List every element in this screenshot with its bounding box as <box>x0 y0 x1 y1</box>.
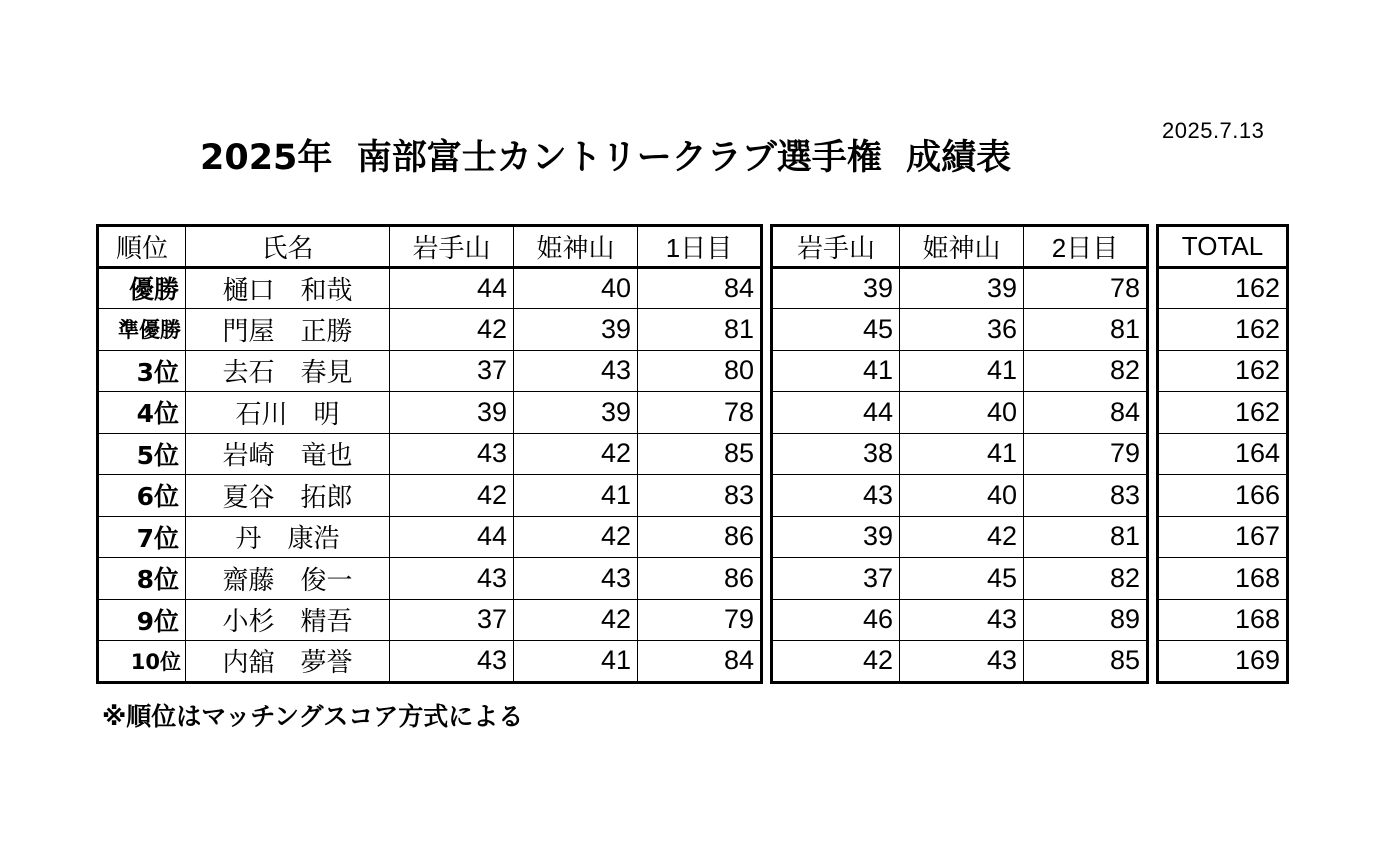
day1-himekamiyama-score: 43 <box>514 558 638 600</box>
day2-iwateyama-score: 37 <box>772 558 900 600</box>
day2-himekamiyama-score: 39 <box>900 267 1024 309</box>
table-row <box>98 641 762 683</box>
day2-total-score: 81 <box>1024 516 1148 558</box>
day2-iwateyama-score: 39 <box>772 267 900 309</box>
page-title: 2025年 南部富士カントリークラブ選手権 成績表 <box>200 138 1012 178</box>
day2-himekamiyama-score: 40 <box>900 475 1024 517</box>
day2-total-score: 82 <box>1024 350 1148 392</box>
player-name-cell: 夏谷 拓郎 <box>186 475 390 517</box>
day1-himekamiyama-score: 41 <box>514 641 638 683</box>
table-row <box>98 558 762 600</box>
day1-total-score: 84 <box>638 267 762 309</box>
day1-iwateyama-score: 42 <box>390 309 514 351</box>
day1-iwateyama-score: 37 <box>390 350 514 392</box>
day1-iwateyama-score: 43 <box>390 641 514 683</box>
day2-himekamiyama-score: 41 <box>900 433 1024 475</box>
grand-total-table <box>1156 224 1289 684</box>
day2-total-score: 78 <box>1024 267 1148 309</box>
day1-iwateyama-score: 43 <box>390 558 514 600</box>
table-row <box>98 475 762 517</box>
day2-total-score: 82 <box>1024 558 1148 600</box>
day2-himekamiyama-score: 43 <box>900 641 1024 683</box>
table-row <box>1158 641 1288 683</box>
table-row <box>1158 309 1288 351</box>
day2-iwateyama-score: 44 <box>772 392 900 434</box>
day2-iwateyama-score: 42 <box>772 641 900 683</box>
day1-iwateyama-score: 43 <box>390 433 514 475</box>
header-row <box>1158 226 1288 268</box>
table-row <box>98 599 762 641</box>
grand-total-score: 167 <box>1158 516 1288 558</box>
rank-cell: 8位 <box>98 558 186 600</box>
day2-score-table <box>770 224 1149 684</box>
day2-himekamiyama-score: 43 <box>900 599 1024 641</box>
day2-total-header: 2日目 <box>1024 226 1148 268</box>
day2-total-score: 83 <box>1024 475 1148 517</box>
day1-total-score: 80 <box>638 350 762 392</box>
ranking-note: ※順位はマッチングスコア方式による <box>102 702 524 731</box>
day2-himekamiyama-header: 姫神山 <box>900 226 1024 268</box>
day2-himekamiyama-score: 45 <box>900 558 1024 600</box>
table-row <box>1158 599 1288 641</box>
table-row <box>772 309 1148 351</box>
table-row <box>772 392 1148 434</box>
player-name-cell: 門屋 正勝 <box>186 309 390 351</box>
day2-himekamiyama-score: 41 <box>900 350 1024 392</box>
day1-himekamiyama-score: 41 <box>514 475 638 517</box>
day1-iwateyama-header: 岩手山 <box>390 226 514 268</box>
day1-total-score: 83 <box>638 475 762 517</box>
table-row <box>1158 350 1288 392</box>
table-row <box>98 392 762 434</box>
rank-cell: 6位 <box>98 475 186 517</box>
day1-himekamiyama-score: 42 <box>514 516 638 558</box>
total-header: TOTAL <box>1158 226 1288 268</box>
grand-total-score: 162 <box>1158 309 1288 351</box>
table-row <box>772 433 1148 475</box>
day1-himekamiyama-score: 42 <box>514 433 638 475</box>
day1-total-score: 81 <box>638 309 762 351</box>
player-name-cell: 石川 明 <box>186 392 390 434</box>
day2-iwateyama-score: 41 <box>772 350 900 392</box>
table-row <box>772 475 1148 517</box>
day1-iwateyama-score: 44 <box>390 267 514 309</box>
day1-iwateyama-score: 39 <box>390 392 514 434</box>
rank-cell: 9位 <box>98 599 186 641</box>
rank-cell: 3位 <box>98 350 186 392</box>
day2-total-score: 89 <box>1024 599 1148 641</box>
day2-iwateyama-score: 39 <box>772 516 900 558</box>
day1-total-score: 86 <box>638 516 762 558</box>
table-row <box>98 350 762 392</box>
table-row <box>1158 558 1288 600</box>
day2-iwateyama-header: 岩手山 <box>772 226 900 268</box>
table-row <box>772 516 1148 558</box>
table-row <box>98 433 762 475</box>
rank-cell: 10位 <box>98 641 186 683</box>
header-row <box>98 226 762 268</box>
grand-total-score: 162 <box>1158 392 1288 434</box>
report-date: 2025.7.13 <box>1162 118 1265 143</box>
name-header: 氏名 <box>186 226 390 268</box>
table-row <box>1158 267 1288 309</box>
day2-iwateyama-score: 46 <box>772 599 900 641</box>
day1-himekamiyama-score: 39 <box>514 392 638 434</box>
table-row <box>1158 516 1288 558</box>
day2-himekamiyama-score: 42 <box>900 516 1024 558</box>
day1-himekamiyama-header: 姫神山 <box>514 226 638 268</box>
grand-total-score: 169 <box>1158 641 1288 683</box>
rank-header: 順位 <box>98 226 186 268</box>
grand-total-score: 166 <box>1158 475 1288 517</box>
table-row <box>772 641 1148 683</box>
day2-himekamiyama-score: 40 <box>900 392 1024 434</box>
player-name-cell: 齋藤 俊一 <box>186 558 390 600</box>
day2-iwateyama-score: 45 <box>772 309 900 351</box>
player-name-cell: 岩崎 竜也 <box>186 433 390 475</box>
table-row <box>772 350 1148 392</box>
day1-iwateyama-score: 37 <box>390 599 514 641</box>
day2-total-score: 81 <box>1024 309 1148 351</box>
rank-cell: 優勝 <box>98 267 186 309</box>
day1-total-score: 84 <box>638 641 762 683</box>
day1-iwateyama-score: 44 <box>390 516 514 558</box>
day1-score-table <box>96 224 763 684</box>
day2-total-score: 84 <box>1024 392 1148 434</box>
day1-himekamiyama-score: 39 <box>514 309 638 351</box>
day2-himekamiyama-score: 36 <box>900 309 1024 351</box>
rank-cell: 5位 <box>98 433 186 475</box>
grand-total-score: 162 <box>1158 267 1288 309</box>
player-name-cell: 内舘 夢誉 <box>186 641 390 683</box>
table-row <box>98 516 762 558</box>
day1-himekamiyama-score: 42 <box>514 599 638 641</box>
day1-himekamiyama-score: 40 <box>514 267 638 309</box>
table-row <box>1158 475 1288 517</box>
header-row <box>772 226 1148 268</box>
day1-himekamiyama-score: 43 <box>514 350 638 392</box>
grand-total-score: 168 <box>1158 599 1288 641</box>
table-row <box>1158 392 1288 434</box>
table-row <box>1158 433 1288 475</box>
grand-total-score: 164 <box>1158 433 1288 475</box>
table-row <box>772 558 1148 600</box>
player-name-cell: 丹 康浩 <box>186 516 390 558</box>
day1-iwateyama-score: 42 <box>390 475 514 517</box>
day2-iwateyama-score: 43 <box>772 475 900 517</box>
rank-cell: 7位 <box>98 516 186 558</box>
player-name-cell: 樋口 和哉 <box>186 267 390 309</box>
table-row <box>98 267 762 309</box>
day1-total-score: 86 <box>638 558 762 600</box>
player-name-cell: 小杉 精吾 <box>186 599 390 641</box>
table-row <box>772 599 1148 641</box>
player-name-cell: 去石 春見 <box>186 350 390 392</box>
grand-total-score: 162 <box>1158 350 1288 392</box>
day1-total-header: 1日目 <box>638 226 762 268</box>
table-row <box>98 309 762 351</box>
grand-total-score: 168 <box>1158 558 1288 600</box>
table-row <box>772 267 1148 309</box>
day2-total-score: 85 <box>1024 641 1148 683</box>
rank-cell: 4位 <box>98 392 186 434</box>
day1-total-score: 85 <box>638 433 762 475</box>
day2-total-score: 79 <box>1024 433 1148 475</box>
day1-total-score: 79 <box>638 599 762 641</box>
rank-cell: 準優勝 <box>98 309 186 351</box>
day1-total-score: 78 <box>638 392 762 434</box>
day2-iwateyama-score: 38 <box>772 433 900 475</box>
